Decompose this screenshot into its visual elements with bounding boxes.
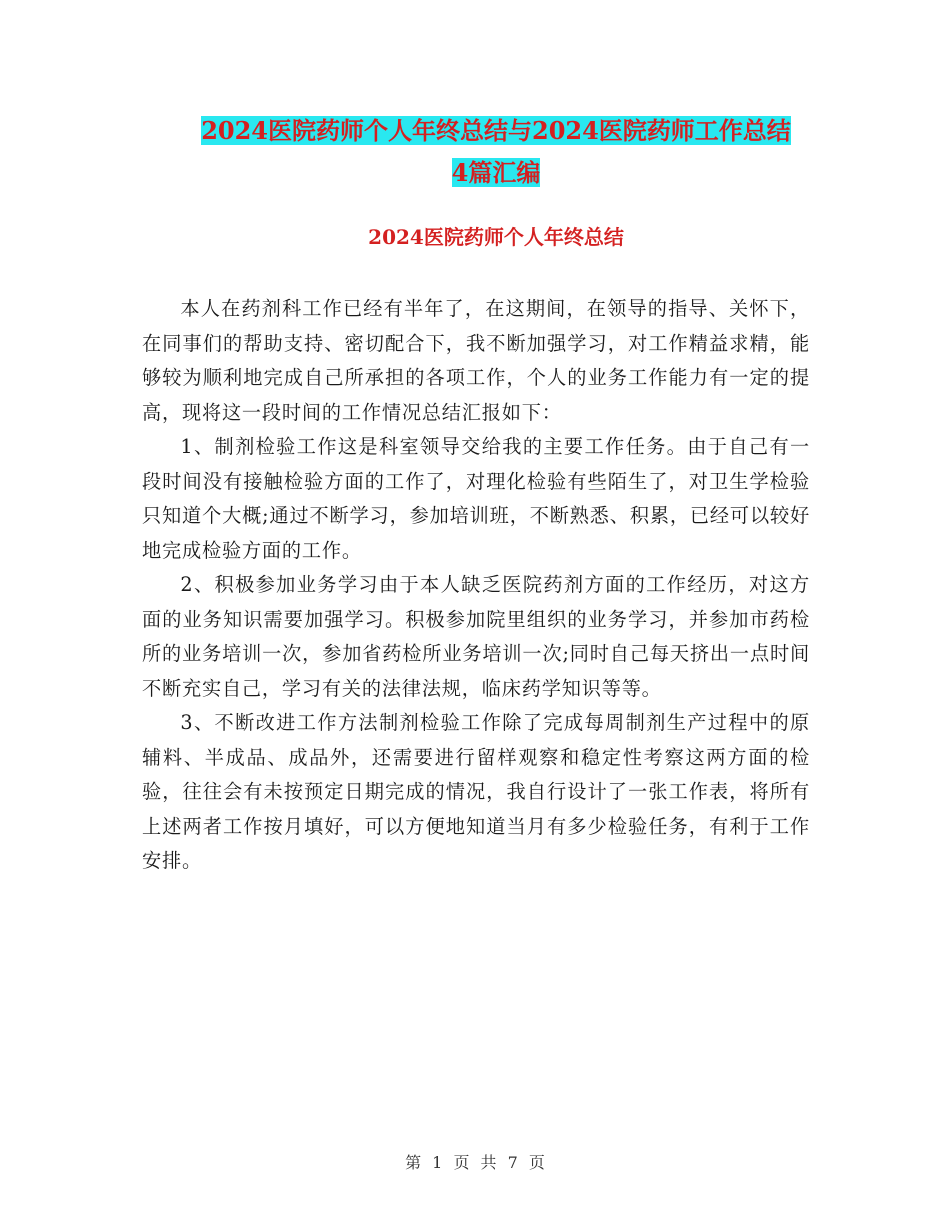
document-title-line1: 2024医院药师个人年终总结与2024医院药师工作总结	[201, 116, 791, 145]
page-number-footer: 第 1 页 共 7 页	[405, 1153, 545, 1172]
document-title-line2: 4篇汇编	[451, 158, 541, 187]
paragraph-intro: 本人在药剂科工作已经有半年了，在这期间，在领导的指导、关怀下，在同事们的帮助支持、密切配合下，我不断加强学习，对工作精益求精，能够较为顺利地完成自己所承担的各项工作，个人的业务工作能力有一定的提高，现将这一段时间的工作情况总结汇报如下：	[142, 297, 810, 424]
paragraph-item-2: 2、积极参加业务学习由于本人缺乏医院药剂方面的工作经历，对这方面的业务知识需要加强学习。积极参加院里组织的业务学习，并参加市药检所的业务培训一次，参加省药检所业务培训一次;同时自己每天挤出一点时间不断充实自己，学习有关的法律法规，临床药学知识等等。	[142, 573, 810, 700]
section-title: 2024医院药师个人年终总结	[368, 225, 624, 249]
paragraph-item-1: 1、制剂检验工作这是科室领导交给我的主要工作任务。由于自己有一段时间没有接触检验方面的工作了，对理化检验有些陌生了，对卫生学检验只知道个大概;通过不断学习，参加培训班，不断熟悉、积累，已经可以较好地完成检验方面的工作。	[142, 435, 810, 562]
document-body	[142, 292, 810, 879]
paragraph-item-3: 3、不断改进工作方法制剂检验工作除了完成每周制剂生产过程中的原辅料、半成品、成品外，还需要进行留样观察和稳定性考察这两方面的检验，往往会有未按预定日期完成的情况，我自行设计了一张工作表，将所有上述两者工作按月填好，可以方便地知道当月有多少检验任务，有利于工作安排。	[142, 711, 810, 872]
document-title	[142, 110, 850, 194]
